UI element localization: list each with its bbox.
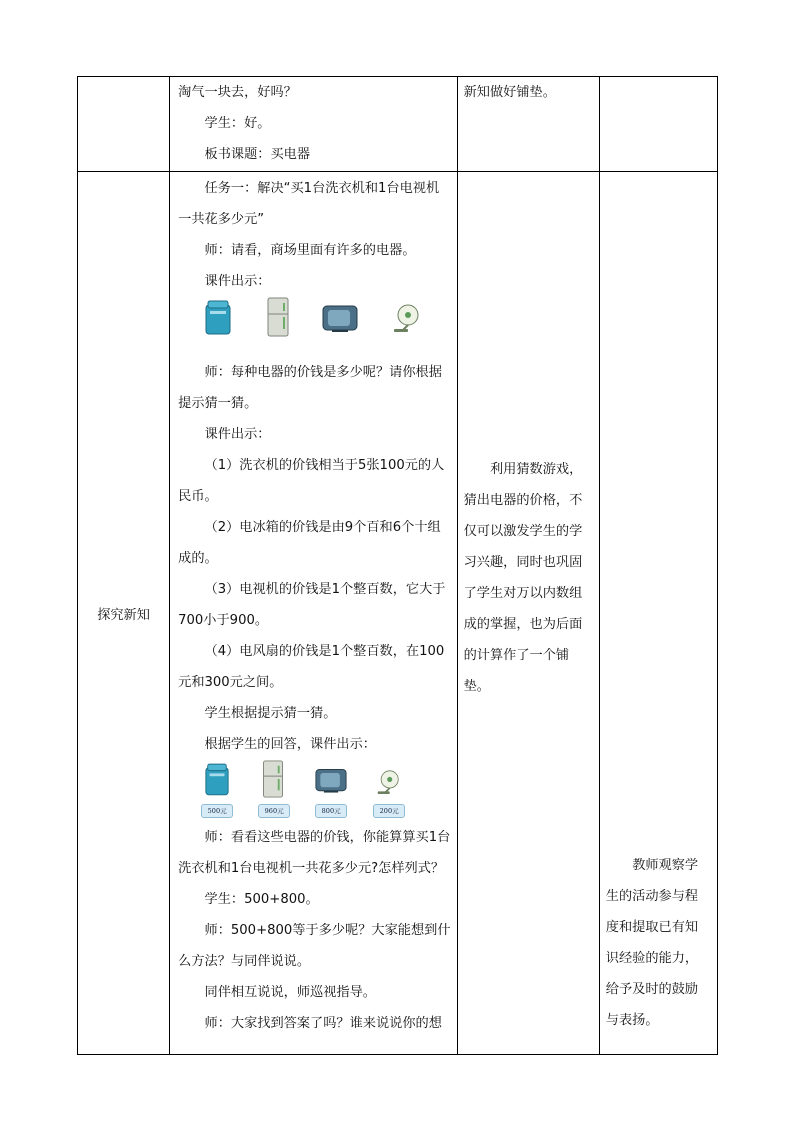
text-line: （2）电冰箱的价钱是由9个百和6个十组成的。 xyxy=(178,520,441,566)
activity-cell xyxy=(170,77,457,172)
text-line: 师：看看这些电器的价钱，你能算算买1台洗衣机和1台电视机一共花多少元?怎样列式？ xyxy=(178,830,451,876)
text-line: 根据学生的回答，课件出示： xyxy=(204,737,376,752)
text-line: （4）电风扇的价钱是1个整百数，在100元和300元之间。 xyxy=(178,644,445,690)
text-line: 师：请看，商场里面有许多的电器。 xyxy=(204,243,416,258)
evaluation-text: 教师观察学生的活动参与程度和提取已有知识经验的能力，给予及时的鼓励与表扬。 xyxy=(605,858,699,1028)
text-line: 学生根据提示猜一猜。 xyxy=(204,706,337,721)
activity-cell xyxy=(170,172,457,1055)
text-line: 师：500+800等于多少呢？大家能想到什么方法？与同伴说说。 xyxy=(178,923,451,969)
text-line: 师：大家找到答案了吗？谁来说说你的想 xyxy=(204,1016,442,1031)
electric-fan-icon xyxy=(392,303,420,333)
text-line: 课件出示： xyxy=(204,274,271,289)
text-line: 师：每种电器的价钱是多少呢？请你根据提示猜一猜。 xyxy=(178,365,442,411)
intent-cell xyxy=(457,77,599,172)
lesson-plan-table xyxy=(77,76,718,1055)
text-line: （3）电视机的价钱是1个整百数，它大于700小于900。 xyxy=(178,582,446,628)
text-line: 学生：好。 xyxy=(204,116,271,131)
price-tag: 500元 xyxy=(201,804,233,818)
stage-cell: 探究新知 xyxy=(78,172,170,1055)
washing-machine-icon xyxy=(204,762,230,796)
electric-fan-icon xyxy=(376,768,400,796)
text-line: 同伴相互说说，师巡视指导。 xyxy=(204,985,376,1000)
text-line: 课件出示： xyxy=(204,427,271,442)
refrigerator-icon xyxy=(262,760,284,798)
text-line: 新知做好铺垫。 xyxy=(463,85,556,100)
table-row xyxy=(78,172,718,1055)
appliance-images xyxy=(170,297,456,357)
evaluation-cell-empty xyxy=(599,77,717,172)
refrigerator-icon xyxy=(267,297,289,337)
table-row xyxy=(78,77,718,172)
priced-appliance-images xyxy=(170,760,456,822)
television-icon xyxy=(315,768,347,794)
design-intent-text: 利用猜数游戏，猜出电器的价格，不仅可以激发学生的学习兴趣，同时也巩固了学生对万以内数组成的掌握，也为后面的计算作了一个铺垫。 xyxy=(463,462,583,694)
price-tag: 960元 xyxy=(258,804,290,818)
price-tag: 800元 xyxy=(315,804,347,818)
washing-machine-icon xyxy=(204,299,232,335)
price-tag: 200元 xyxy=(373,804,405,818)
intent-cell xyxy=(457,172,599,1055)
text-line: 任务一：解决“买1台洗衣机和1台电视机一共花多少元” xyxy=(178,181,440,227)
text-line: 淘气一块去，好吗？ xyxy=(178,85,297,100)
text-line: 板书课题：买电器 xyxy=(204,147,311,162)
stage-cell-empty xyxy=(78,77,170,172)
text-line: （1）洗衣机的价钱相当于5张100元的人民币。 xyxy=(178,458,445,504)
evaluation-cell xyxy=(599,172,717,1055)
television-icon xyxy=(322,305,358,333)
text-line: 学生：500+800。 xyxy=(204,892,319,907)
